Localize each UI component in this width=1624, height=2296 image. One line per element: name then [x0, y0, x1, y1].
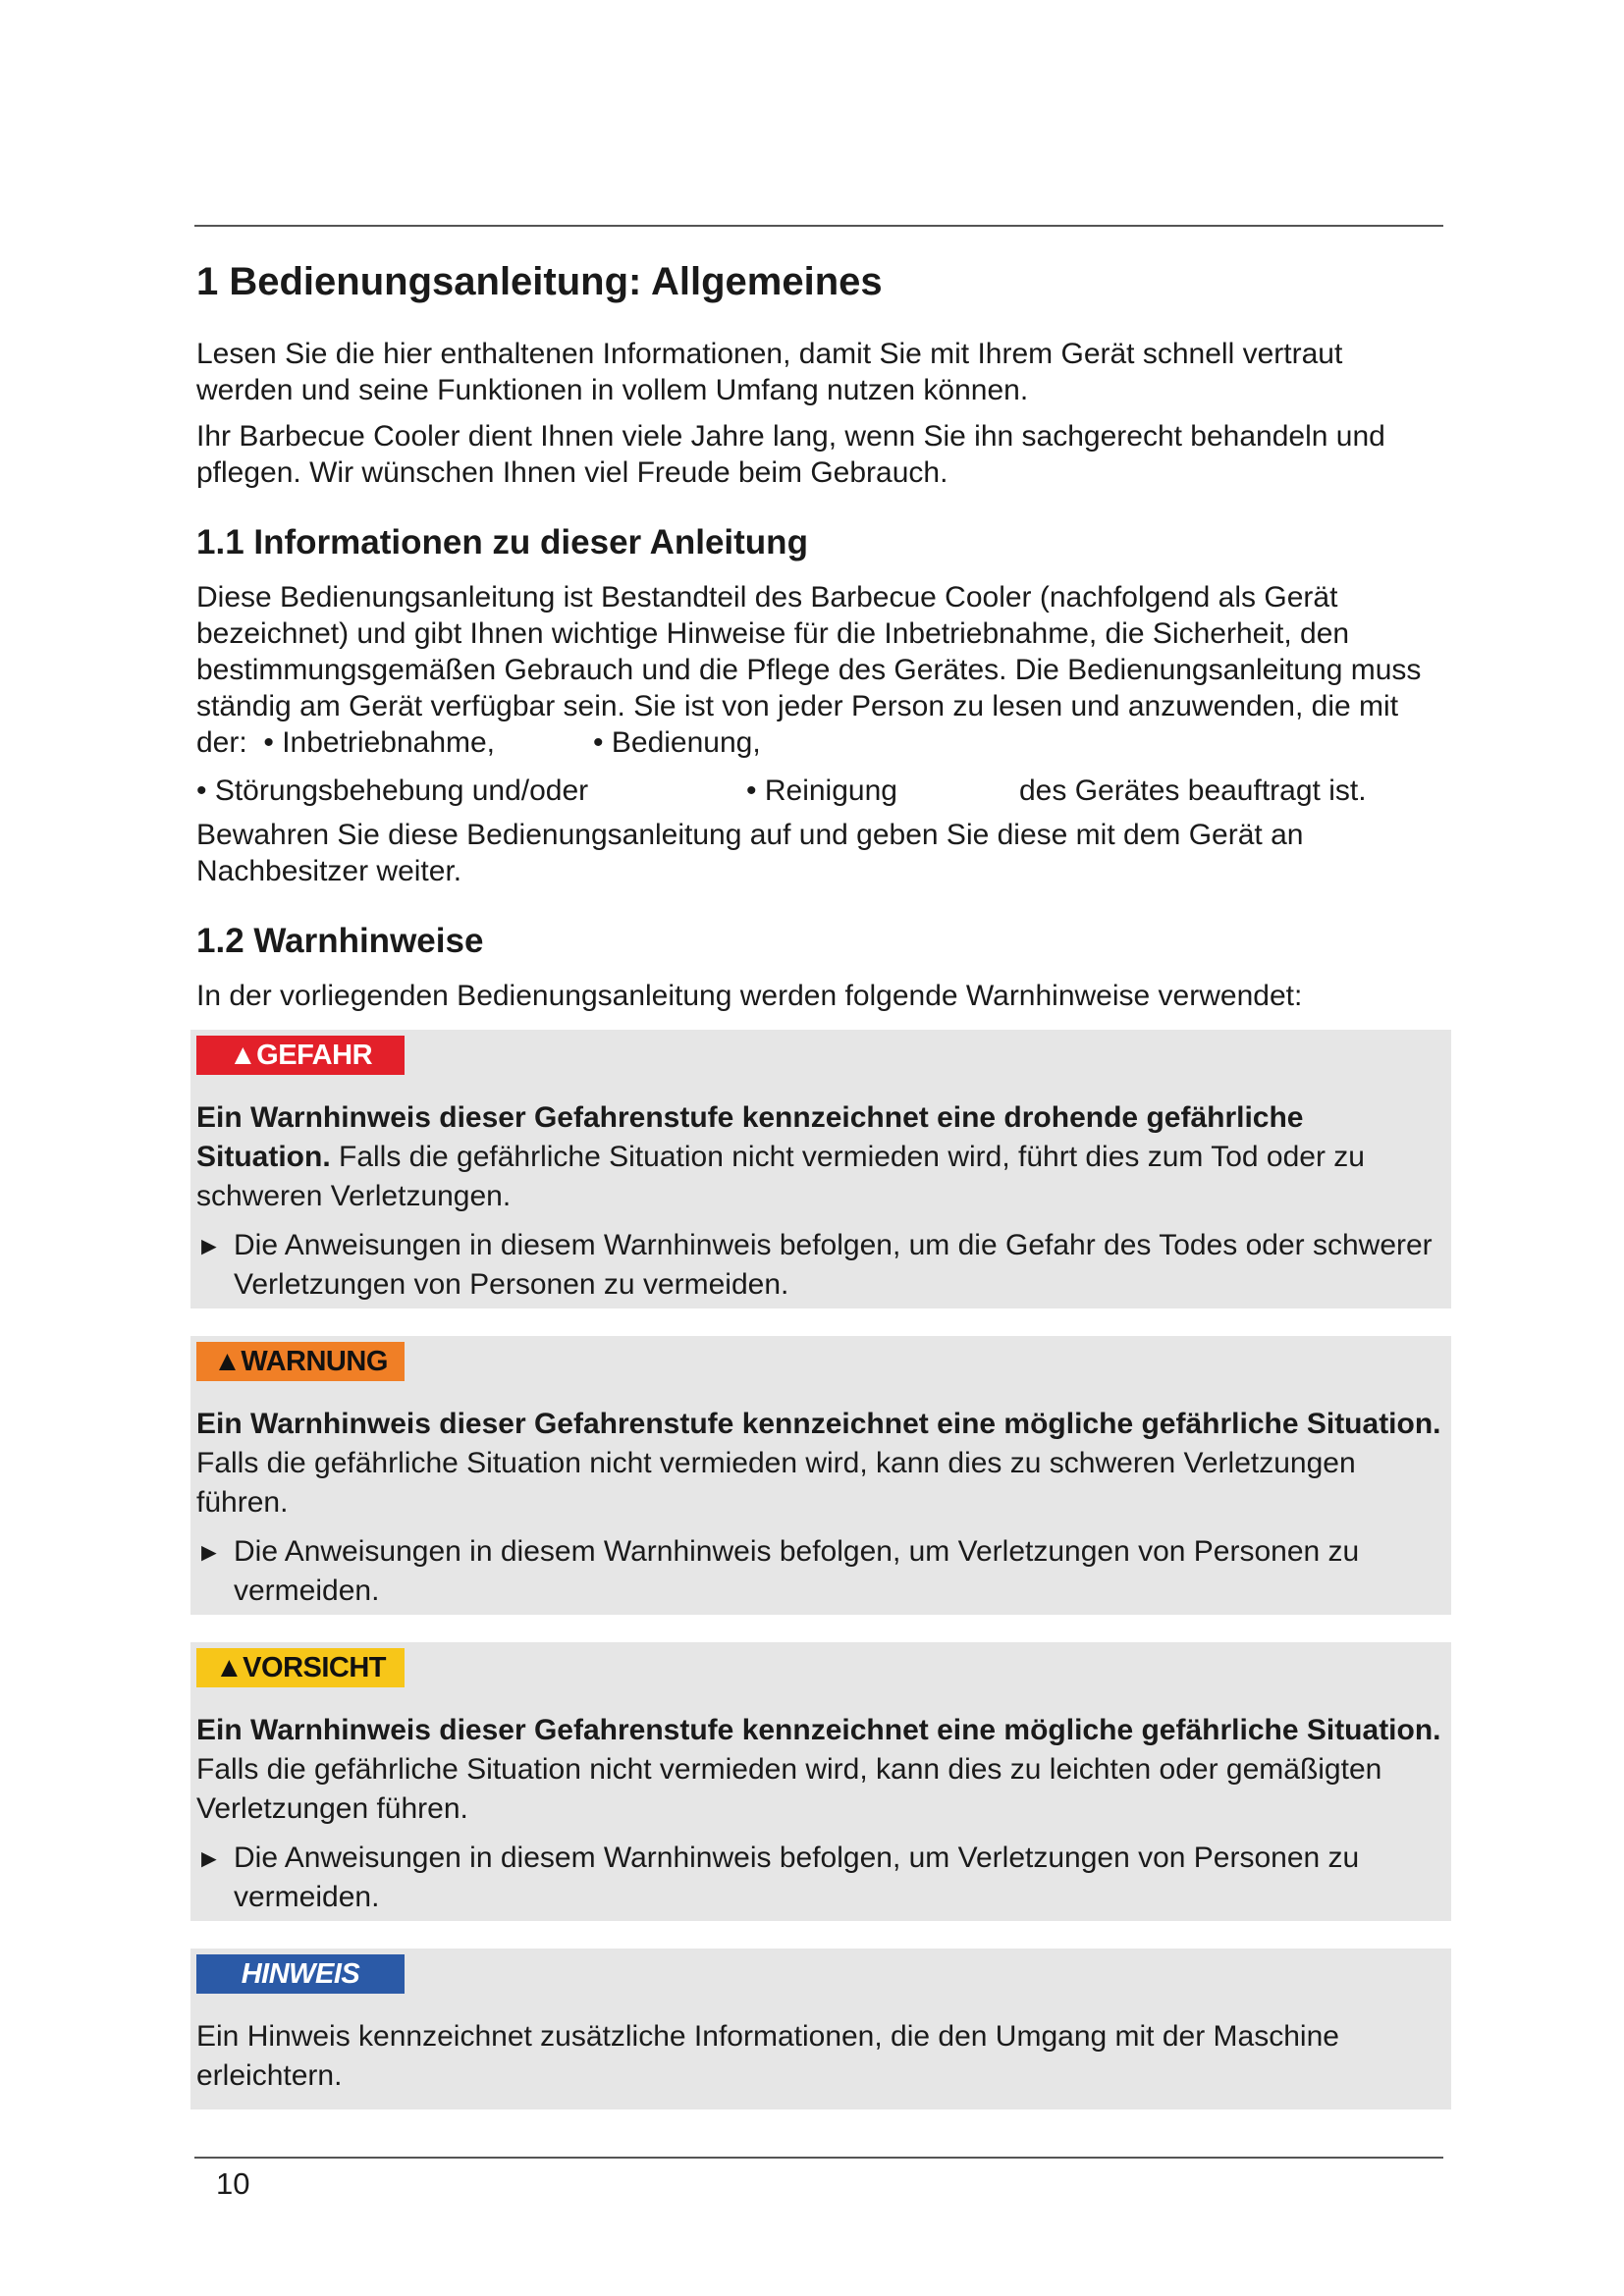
caution-step-text: Die Anweisungen in diesem Warnhinweis befolgen, um Verletzungen von Personen zu vermeiden. [234, 1842, 1360, 1913]
warning-notice-bold: Ein Warnhinweis dieser Gefahrenstufe kennzeichnet eine mögliche gefährliche Situation. [196, 1408, 1441, 1440]
danger-notice-text [196, 1098, 1445, 1216]
section-1-1-paragraph: Diese Bedienungsanleitung ist Bestandteil des Barbecue Cooler (nachfolgend als Gerät bezeichnet) und gibt Ihnen wichtige Hinweise für die Inbetriebnahme, die Sicherheit, den bestimmungsgemäßen Gebrauch und die Pflege des Gerätes. Die Bedienungsanleitung muss ständig am Gerät verfügbar sein. Sie ist von jeder Person zu lesen und anzuwenden, die mit der: • Inbetriebnahme, • Bedienung, [196, 581, 1430, 759]
caution-notice-box [190, 1642, 1451, 1921]
warning-step [196, 1532, 1445, 1611]
warning-notice-text [196, 1405, 1445, 1522]
arrow-right-icon: ► [196, 1231, 222, 1260]
hint-notice-box [190, 1949, 1451, 2109]
page-number: 10 [216, 2166, 250, 2201]
page-content [196, 253, 1445, 2109]
warning-notice-box [190, 1336, 1451, 1615]
section-title-1-1: 1.1 Informationen zu dieser Anleitung [196, 523, 808, 561]
caution-notice-bold: Ein Warnhinweis dieser Gefahrenstufe kennzeichnet eine mögliche gefährliche Situation. [196, 1714, 1441, 1746]
section-1-1-paragraph-2: Bewahren Sie diese Bedienungsanleitung auf und geben Sie diese mit dem Gerät an Nachbesitzer weiter. [196, 819, 1304, 887]
hint-badge: HINWEIS [196, 1954, 405, 1994]
danger-notice-body: Falls die gefährliche Situation nicht vermieden wird, führt dies zum Tod oder zu schweren Verletzungen. [196, 1141, 1365, 1212]
enum-item-suffix: des Gerätes beauftragt ist. [1019, 774, 1367, 807]
caution-badge: ▲VORSICHT [196, 1648, 405, 1687]
caution-notice-body: Falls die gefährliche Situation nicht vermieden wird, kann dies zu leichten oder gemäßigten Verletzungen führen. [196, 1753, 1382, 1825]
enumeration-row [196, 773, 1445, 809]
warning-notice-body: Falls die gefährliche Situation nicht vermieden wird, kann dies zu schweren Verletzungen führen. [196, 1447, 1356, 1519]
caution-notice-text [196, 1711, 1445, 1829]
enum-item-cleaning: • Reinigung [746, 774, 897, 807]
danger-step-text: Die Anweisungen in diesem Warnhinweis befolgen, um die Gefahr des Todes oder schwerer Verletzungen von Personen zu vermeiden. [234, 1229, 1433, 1301]
intro-paragraph-2: Ihr Barbecue Cooler dient Ihnen viele Jahre lang, wenn Sie ihn sachgerecht behandeln und pflegen. Wir wünschen Ihnen viel Freude beim Gebrauch. [196, 420, 1385, 489]
warning-step-text: Die Anweisungen in diesem Warnhinweis befolgen, um Verletzungen von Personen zu vermeiden. [234, 1535, 1360, 1607]
section-title-1-2: 1.2 Warnhinweise [196, 922, 484, 960]
chapter-title: 1 Bedienungsanleitung: Allgemeines [196, 260, 883, 303]
intro-paragraph-1: Lesen Sie die hier enthaltenen Informationen, damit Sie mit Ihrem Gerät schnell vertraut werden und seine Funktionen in vollem Umfang nutzen können. [196, 338, 1343, 406]
hint-notice-text: Ein Hinweis kennzeichnet zusätzliche Informationen, die den Umgang mit der Maschine erleichtern. [196, 2020, 1339, 2092]
header-rule [194, 225, 1443, 227]
enum-item-troubleshooting: • Störungsbehebung und/oder [196, 774, 589, 807]
arrow-right-icon: ► [196, 1843, 222, 1873]
danger-notice-bold: Ein Warnhinweis dieser Gefahrenstufe kennzeichnet eine drohende gefährliche Situation. [196, 1101, 1304, 1173]
arrow-right-icon: ► [196, 1537, 222, 1567]
footer-rule [194, 2157, 1443, 2159]
warning-badge: ▲WARNUNG [196, 1342, 405, 1381]
danger-step [196, 1226, 1445, 1305]
danger-badge: ▲GEFAHR [196, 1036, 405, 1075]
section-1-2-intro: In der vorliegenden Bedienungsanleitung werden folgende Warnhinweise verwendet: [196, 980, 1303, 1012]
caution-step [196, 1839, 1445, 1917]
danger-notice-box [190, 1030, 1451, 1308]
